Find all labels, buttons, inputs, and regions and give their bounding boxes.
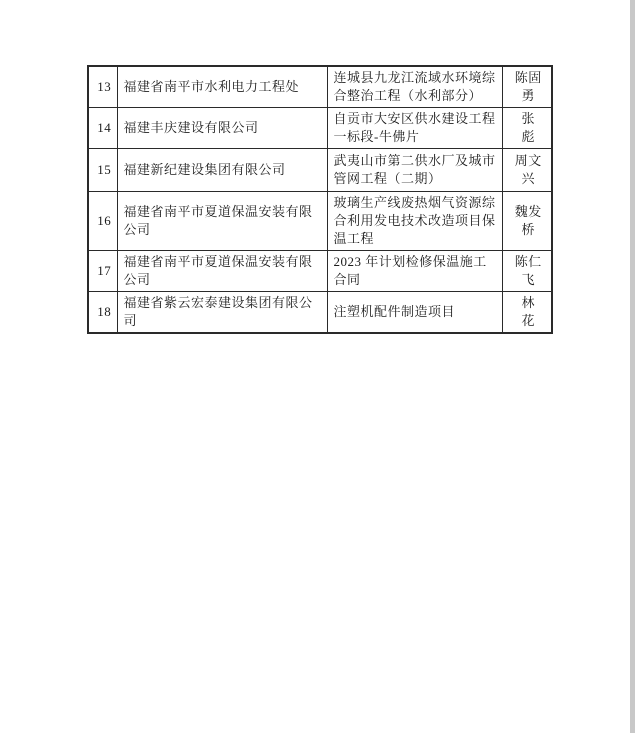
company-cell: 福建省南平市夏道保温安装有限公司 — [117, 251, 327, 292]
table-row — [88, 66, 552, 108]
table-row — [88, 149, 552, 192]
project-cell: 自贡市大安区供水建设工程一标段-牛佛片 — [327, 108, 502, 149]
row-number-cell: 13 — [88, 66, 117, 108]
row-number-cell: 16 — [88, 192, 117, 251]
table-row — [88, 292, 552, 334]
table-row — [88, 192, 552, 251]
company-cell: 福建丰庆建设有限公司 — [117, 108, 327, 149]
person-cell: 陈固勇 — [502, 66, 552, 108]
row-number-cell: 15 — [88, 149, 117, 192]
project-cell: 2023 年计划检修保温施工合同 — [327, 251, 502, 292]
row-number-cell: 14 — [88, 108, 117, 149]
page-edge-strip — [630, 0, 635, 733]
project-cell: 连城县九龙江流域水环境综合整治工程（水利部分） — [327, 66, 502, 108]
person-cell: 陈仁飞 — [502, 251, 552, 292]
company-cell: 福建省南平市水利电力工程处 — [117, 66, 327, 108]
person-cell: 张 彪 — [502, 108, 552, 149]
table-row — [88, 108, 552, 149]
project-cell: 玻璃生产线废热烟气资源综合利用发电技术改造项目保温工程 — [327, 192, 502, 251]
person-cell: 魏发桥 — [502, 192, 552, 251]
project-cell: 武夷山市第二供水厂及城市管网工程（二期） — [327, 149, 502, 192]
person-cell: 周文兴 — [502, 149, 552, 192]
row-number-cell: 18 — [88, 292, 117, 334]
company-cell: 福建省紫云宏泰建设集团有限公司 — [117, 292, 327, 334]
company-cell: 福建省南平市夏道保温安装有限公司 — [117, 192, 327, 251]
contract-list-table — [87, 65, 553, 334]
company-cell: 福建新纪建设集团有限公司 — [117, 149, 327, 192]
project-cell: 注塑机配件制造项目 — [327, 292, 502, 334]
person-cell: 林 花 — [502, 292, 552, 334]
row-number-cell: 17 — [88, 251, 117, 292]
table-row — [88, 251, 552, 292]
